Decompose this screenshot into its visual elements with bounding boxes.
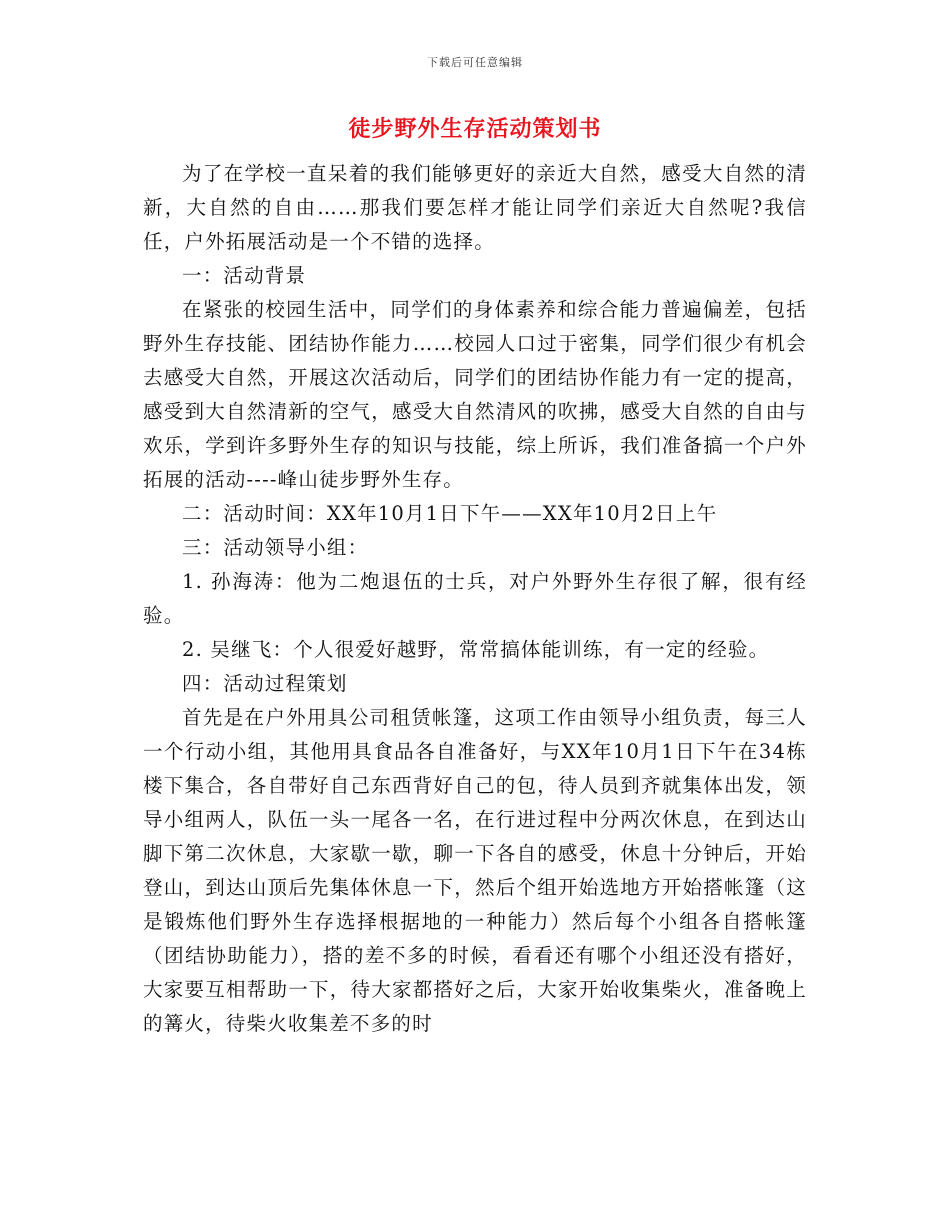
document-title: 徒步野外生存活动策划书 <box>348 116 602 142</box>
paragraph-process: 首先是在户外用具公司租赁帐篷，这项工作由领导小组负责，每三人一个行动小组，其他用具食品各自准备好，与XX年10月1日下午在34栋楼下集合，各自带好自己东西背好自己的包，待人员到齐就集体出发，领导小组两人，队伍一头一尾各一名，在行进过程中分两次休息，在到达山脚下第二次休息，大家歇一歇，聊一下各自的感受，休息十分钟后，开始登山，到达山顶后先集体休息一下，然后个组开始选地方开始搭帐篷（这是锻炼他们野外生存选择根据地的一种能力）然后每个小组各自搭帐篷（团结协助能力），搭的差不多的时候，看看还有哪个小组还没有搭好，大家要互相帮助一下，待大家都搭好之后，大家开始收集柴火，准备晚上的篝火，待柴火收集差不多的时 <box>143 706 807 1035</box>
paragraph-background: 在紧张的校园生活中，同学们的身体素养和综合能力普遍偏差，包括野外生存技能、团结协作能力……校园人口过于密集，同学们很少有机会去感受大自然，开展这次活动后，同学们的团结协作能力有一定的提高，感受到大自然清新的空气，感受大自然清风的吹拂，感受大自然的自由与欢乐，学到许多野外生存的知识与技能，综上所诉，我们准备搞一个户外拓展的活动----峰山徒步野外生存。 <box>143 298 807 491</box>
paragraph-intro: 为了在学校一直呆着的我们能够更好的亲近大自然，感受大自然的清新，大自然的自由……那我们要怎样才能让同学们亲近大自然呢?我信任，户外拓展活动是一个不错的选择。 <box>143 162 807 253</box>
document-body <box>143 157 807 1041</box>
header-note: 下载后可任意编辑 <box>427 56 523 69</box>
section-heading-time: 二：活动时间：XX年10月1日下午——XX年10月2日上午 <box>182 502 718 525</box>
leader-item-1: 1. 孙海涛：他为二炮退伍的士兵，对户外野外生存很了解，很有经验。 <box>143 570 807 627</box>
section-heading-background: 一：活动背景 <box>182 264 307 287</box>
leader-item-2: 2. 吴继飞：个人很爱好越野，常常搞体能训练，有一定的经验。 <box>182 638 770 661</box>
section-heading-process: 四：活动过程策划 <box>182 672 348 695</box>
section-heading-leaders: 三：活动领导小组： <box>182 536 369 559</box>
